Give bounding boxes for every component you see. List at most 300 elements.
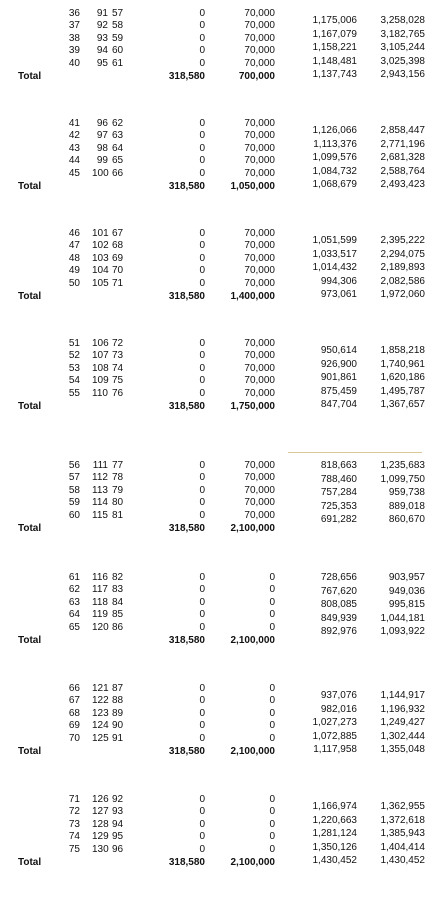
balance-a-cell: 1,027,273 bbox=[312, 717, 357, 728]
contribution-cell: 0 bbox=[199, 8, 205, 19]
withdrawal-cell: 70,000 bbox=[244, 57, 275, 69]
balance-a-cell: 1,051,599 bbox=[312, 235, 357, 246]
balance-a-cell: 901,861 bbox=[320, 372, 357, 383]
age-secondary-cell: 63 bbox=[112, 130, 124, 142]
balance-a-cell: 1,126,066 bbox=[312, 125, 357, 136]
withdrawal-cell: 0 bbox=[269, 695, 275, 707]
balance-a-cell: 994,306 bbox=[320, 275, 357, 287]
year-cell: 63 bbox=[68, 596, 80, 608]
year-cell: 58 bbox=[68, 484, 80, 496]
balance-b-cell: 1,367,657 bbox=[380, 399, 425, 410]
balance-row bbox=[0, 29, 425, 41]
balance-b-cell: 1,858,218 bbox=[380, 345, 425, 356]
withdrawal-cell: 70,000 bbox=[244, 350, 275, 362]
balance-a-cell: 1,117,958 bbox=[313, 744, 357, 755]
balance-b-cell: 1,196,932 bbox=[380, 703, 425, 715]
balance-row bbox=[0, 42, 425, 54]
contribution-cell: 0 bbox=[199, 252, 205, 264]
age-primary-cell: 122 bbox=[92, 695, 109, 707]
contribution-cell: 0 bbox=[199, 831, 205, 843]
contribution-cell: 0 bbox=[199, 142, 205, 154]
age-secondary-cell: 93 bbox=[112, 806, 124, 818]
balance-b-cell: 2,395,222 bbox=[380, 235, 425, 246]
contribution-cell: 0 bbox=[199, 509, 205, 521]
balance-row bbox=[0, 801, 425, 813]
age-secondary-cell: 64 bbox=[112, 142, 124, 154]
age-primary-cell: 106 bbox=[92, 338, 109, 349]
balance-a-cell: 973,061 bbox=[320, 289, 357, 300]
balance-a-cell: 788,460 bbox=[320, 473, 357, 485]
age-primary-cell: 91 bbox=[96, 8, 108, 19]
balance-b-cell: 1,249,427 bbox=[380, 717, 425, 728]
contribution-cell: 0 bbox=[199, 484, 205, 496]
withdrawal-cell: 0 bbox=[269, 831, 275, 843]
age-primary-cell: 118 bbox=[92, 596, 108, 608]
age-primary-cell: 125 bbox=[92, 732, 109, 744]
contribution-cell: 0 bbox=[199, 277, 205, 289]
age-primary-cell: 109 bbox=[92, 375, 109, 387]
year-cell: 43 bbox=[68, 142, 80, 154]
age-secondary-cell: 73 bbox=[112, 350, 124, 362]
age-primary-cell: 117 bbox=[92, 584, 108, 596]
balance-b-cell: 2,082,586 bbox=[380, 275, 425, 287]
withdrawal-cell: 70,000 bbox=[244, 240, 275, 252]
withdrawal-cell: 70,000 bbox=[244, 130, 275, 142]
age-primary-cell: 113 bbox=[92, 484, 108, 496]
age-secondary-cell: 75 bbox=[112, 375, 124, 387]
year-cell: 46 bbox=[68, 228, 80, 239]
age-secondary-cell: 85 bbox=[112, 609, 124, 621]
age-primary-cell: 130 bbox=[92, 843, 109, 855]
balance-row bbox=[0, 276, 425, 288]
contribution-cell: 0 bbox=[199, 32, 205, 44]
balance-b-cell: 995,815 bbox=[388, 599, 425, 610]
age-secondary-cell: 57 bbox=[112, 8, 124, 19]
balance-row bbox=[0, 152, 425, 164]
balance-a-cell: 1,084,732 bbox=[312, 165, 357, 177]
balance-row bbox=[0, 731, 425, 743]
age-secondary-cell: 86 bbox=[112, 621, 124, 633]
withdrawal-cell: 0 bbox=[269, 794, 275, 805]
year-cell: 60 bbox=[68, 509, 80, 521]
age-primary-cell: 110 bbox=[92, 387, 108, 399]
withdrawal-cell: 70,000 bbox=[244, 484, 275, 496]
age-secondary-cell: 76 bbox=[112, 387, 124, 399]
total-withdrawal-cell: 700,000 bbox=[238, 71, 275, 82]
withdrawal-cell: 70,000 bbox=[244, 252, 275, 264]
year-cell: 66 bbox=[68, 683, 80, 694]
age-secondary-cell: 61 bbox=[112, 57, 124, 69]
year-cell: 38 bbox=[68, 32, 80, 44]
age-secondary-cell: 66 bbox=[112, 167, 124, 179]
contribution-cell: 0 bbox=[199, 387, 205, 399]
age-secondary-cell: 74 bbox=[112, 362, 124, 374]
contribution-cell: 0 bbox=[199, 375, 205, 387]
balance-a-cell: 849,939 bbox=[320, 612, 357, 624]
balance-row bbox=[0, 125, 425, 137]
age-secondary-cell: 67 bbox=[112, 228, 124, 239]
balance-row bbox=[0, 717, 425, 729]
balance-a-cell: 1,350,126 bbox=[312, 841, 357, 853]
balance-row bbox=[0, 15, 425, 27]
withdrawal-cell: 0 bbox=[269, 621, 275, 633]
balance-b-cell: 2,588,764 bbox=[380, 165, 425, 177]
section-divider bbox=[288, 452, 422, 453]
balance-b-cell: 3,025,398 bbox=[380, 55, 425, 67]
age-primary-cell: 93 bbox=[96, 32, 108, 44]
withdrawal-cell: 0 bbox=[269, 707, 275, 719]
withdrawal-cell: 0 bbox=[269, 596, 275, 608]
withdrawal-cell: 0 bbox=[269, 609, 275, 621]
balance-b-cell: 2,943,156 bbox=[380, 69, 425, 80]
year-cell: 70 bbox=[68, 732, 80, 744]
withdrawal-cell: 70,000 bbox=[244, 167, 275, 179]
withdrawal-cell: 70,000 bbox=[244, 32, 275, 44]
total-withdrawal-cell: 1,400,000 bbox=[230, 291, 275, 302]
year-cell: 67 bbox=[68, 695, 80, 707]
total-row bbox=[0, 71, 425, 83]
age-primary-cell: 124 bbox=[92, 720, 109, 732]
balance-a-cell: 1,014,432 bbox=[312, 262, 357, 273]
withdrawal-cell: 70,000 bbox=[244, 472, 275, 484]
year-cell: 62 bbox=[68, 584, 80, 596]
total-contribution-cell: 318,580 bbox=[168, 746, 205, 757]
age-secondary-cell: 88 bbox=[112, 695, 124, 707]
contribution-cell: 0 bbox=[199, 843, 205, 855]
balance-b-cell: 1,144,917 bbox=[380, 690, 425, 701]
contribution-cell: 0 bbox=[199, 167, 205, 179]
total-withdrawal-cell: 1,750,000 bbox=[230, 401, 275, 412]
total-row bbox=[0, 523, 425, 535]
age-primary-cell: 111 bbox=[92, 460, 108, 471]
age-secondary-cell: 72 bbox=[112, 338, 124, 349]
balance-a-cell: 1,166,974 bbox=[312, 801, 357, 812]
year-cell: 72 bbox=[68, 806, 80, 818]
contribution-cell: 0 bbox=[199, 707, 205, 719]
balance-a-cell: 1,033,517 bbox=[312, 248, 357, 260]
withdrawal-cell: 0 bbox=[269, 720, 275, 732]
balance-a-cell: 1,281,124 bbox=[312, 828, 357, 839]
total-withdrawal-cell: 2,100,000 bbox=[230, 857, 275, 868]
age-primary-cell: 114 bbox=[92, 497, 108, 509]
year-cell: 74 bbox=[68, 831, 80, 843]
balance-b-cell: 2,771,196 bbox=[380, 138, 425, 150]
age-secondary-cell: 83 bbox=[112, 584, 124, 596]
contribution-cell: 0 bbox=[199, 806, 205, 818]
contribution-cell: 0 bbox=[199, 572, 205, 583]
age-primary-cell: 101 bbox=[92, 228, 109, 239]
total-label: Total bbox=[18, 181, 42, 192]
age-secondary-cell: 82 bbox=[112, 572, 124, 583]
balance-b-cell: 1,372,618 bbox=[380, 814, 425, 826]
year-cell: 44 bbox=[68, 155, 80, 167]
balance-a-cell: 1,175,006 bbox=[312, 15, 357, 26]
age-secondary-cell: 62 bbox=[112, 118, 124, 129]
year-cell: 53 bbox=[68, 362, 80, 374]
contribution-cell: 0 bbox=[199, 155, 205, 167]
balance-b-cell: 1,740,961 bbox=[380, 358, 425, 370]
balance-row bbox=[0, 262, 425, 274]
age-secondary-cell: 65 bbox=[112, 155, 124, 167]
balance-a-cell: 808,085 bbox=[320, 599, 357, 610]
balance-row bbox=[0, 613, 425, 625]
balance-b-cell: 2,189,893 bbox=[380, 262, 425, 273]
balance-a-cell: 982,016 bbox=[320, 703, 357, 715]
withdrawal-cell: 0 bbox=[269, 806, 275, 818]
age-secondary-cell: 90 bbox=[112, 720, 124, 732]
balance-b-cell: 1,404,414 bbox=[380, 841, 425, 853]
contribution-cell: 0 bbox=[199, 584, 205, 596]
age-primary-cell: 100 bbox=[92, 167, 109, 179]
age-primary-cell: 92 bbox=[96, 20, 108, 32]
balance-a-cell: 728,656 bbox=[320, 572, 357, 583]
total-label: Total bbox=[18, 401, 42, 412]
contribution-cell: 0 bbox=[199, 732, 205, 744]
contribution-cell: 0 bbox=[199, 497, 205, 509]
year-cell: 49 bbox=[68, 265, 80, 277]
age-primary-cell: 99 bbox=[96, 155, 108, 167]
balance-b-cell: 1,302,444 bbox=[380, 730, 425, 742]
age-secondary-cell: 81 bbox=[112, 509, 124, 521]
age-secondary-cell: 91 bbox=[112, 732, 124, 744]
age-primary-cell: 116 bbox=[92, 572, 108, 583]
total-row bbox=[0, 635, 425, 647]
year-cell: 68 bbox=[68, 707, 80, 719]
balance-row bbox=[0, 572, 425, 584]
year-cell: 57 bbox=[68, 472, 80, 484]
balance-row bbox=[0, 828, 425, 840]
age-secondary-cell: 89 bbox=[112, 707, 124, 719]
contribution-cell: 0 bbox=[199, 621, 205, 633]
year-cell: 75 bbox=[68, 843, 80, 855]
contribution-cell: 0 bbox=[199, 362, 205, 374]
balance-row bbox=[0, 249, 425, 261]
age-primary-cell: 115 bbox=[92, 509, 108, 521]
total-withdrawal-cell: 2,100,000 bbox=[230, 523, 275, 534]
age-secondary-cell: 70 bbox=[112, 265, 124, 277]
balance-b-cell: 889,018 bbox=[388, 500, 425, 512]
balance-a-cell: 1,068,679 bbox=[312, 179, 357, 190]
withdrawal-cell: 0 bbox=[269, 584, 275, 596]
contribution-cell: 0 bbox=[199, 472, 205, 484]
year-cell: 54 bbox=[68, 375, 80, 387]
balance-a-cell: 818,663 bbox=[320, 460, 357, 471]
age-secondary-cell: 95 bbox=[112, 831, 124, 843]
age-primary-cell: 108 bbox=[92, 362, 109, 374]
balance-a-cell: 767,620 bbox=[320, 585, 357, 597]
balance-a-cell: 691,282 bbox=[320, 514, 357, 525]
contribution-cell: 0 bbox=[199, 350, 205, 362]
balance-a-cell: 875,459 bbox=[320, 385, 357, 397]
contribution-cell: 0 bbox=[199, 240, 205, 252]
contribution-cell: 0 bbox=[199, 460, 205, 471]
total-contribution-cell: 318,580 bbox=[168, 401, 205, 412]
balance-b-cell: 1,972,060 bbox=[380, 289, 425, 300]
age-primary-cell: 104 bbox=[92, 265, 109, 277]
balance-a-cell: 950,614 bbox=[320, 345, 357, 356]
contribution-cell: 0 bbox=[199, 118, 205, 129]
contribution-cell: 0 bbox=[199, 265, 205, 277]
total-contribution-cell: 318,580 bbox=[168, 635, 205, 646]
balance-row bbox=[0, 474, 425, 486]
balance-row bbox=[0, 815, 425, 827]
withdrawal-cell: 70,000 bbox=[244, 45, 275, 57]
age-primary-cell: 126 bbox=[92, 794, 109, 805]
balance-row bbox=[0, 56, 425, 68]
contribution-cell: 0 bbox=[199, 818, 205, 830]
balance-a-cell: 1,167,079 bbox=[312, 28, 357, 40]
balance-a-cell: 725,353 bbox=[320, 500, 357, 512]
withdrawal-cell: 0 bbox=[269, 818, 275, 830]
year-cell: 65 bbox=[68, 621, 80, 633]
year-cell: 55 bbox=[68, 387, 80, 399]
age-primary-cell: 96 bbox=[96, 118, 108, 129]
total-row bbox=[0, 291, 425, 303]
contribution-cell: 0 bbox=[199, 57, 205, 69]
balance-b-cell: 959,738 bbox=[388, 487, 425, 498]
balance-row bbox=[0, 359, 425, 371]
year-cell: 36 bbox=[68, 8, 80, 19]
balance-row bbox=[0, 484, 425, 499]
withdrawal-cell: 70,000 bbox=[244, 497, 275, 509]
balance-b-cell: 1,385,943 bbox=[380, 828, 425, 839]
age-secondary-cell: 87 bbox=[112, 683, 124, 694]
total-row bbox=[0, 401, 425, 413]
balance-a-cell: 1,220,663 bbox=[312, 814, 357, 826]
age-primary-cell: 120 bbox=[92, 621, 109, 633]
withdrawal-cell: 70,000 bbox=[244, 8, 275, 19]
total-withdrawal-cell: 2,100,000 bbox=[230, 746, 275, 757]
total-contribution-cell: 318,580 bbox=[168, 523, 205, 534]
total-label: Total bbox=[18, 635, 42, 646]
year-cell: 61 bbox=[68, 572, 80, 583]
total-label: Total bbox=[18, 71, 42, 82]
total-label: Total bbox=[18, 746, 42, 757]
balance-b-cell: 1,044,181 bbox=[380, 612, 425, 624]
balance-a-cell: 1,099,576 bbox=[312, 152, 357, 163]
balance-row bbox=[0, 235, 425, 247]
balance-a-cell: 1,072,885 bbox=[312, 730, 357, 742]
balance-row bbox=[0, 596, 425, 611]
age-primary-cell: 127 bbox=[92, 806, 109, 818]
balance-b-cell: 1,620,186 bbox=[380, 372, 425, 383]
balance-a-cell: 937,076 bbox=[320, 690, 357, 701]
age-primary-cell: 98 bbox=[96, 142, 108, 154]
balance-b-cell: 949,036 bbox=[388, 585, 425, 597]
balance-a-cell: 757,284 bbox=[320, 487, 357, 498]
withdrawal-cell: 70,000 bbox=[244, 20, 275, 32]
contribution-cell: 0 bbox=[199, 130, 205, 142]
balance-row bbox=[0, 166, 425, 178]
balance-a-cell: 1,113,376 bbox=[313, 138, 357, 150]
total-contribution-cell: 318,580 bbox=[168, 291, 205, 302]
contribution-cell: 0 bbox=[199, 45, 205, 57]
total-withdrawal-cell: 2,100,000 bbox=[230, 635, 275, 646]
withdrawal-cell: 70,000 bbox=[244, 228, 275, 239]
balance-row bbox=[0, 460, 425, 472]
total-contribution-cell: 318,580 bbox=[168, 181, 205, 192]
balance-b-cell: 3,105,244 bbox=[380, 42, 425, 53]
age-primary-cell: 95 bbox=[96, 57, 108, 69]
year-cell: 40 bbox=[68, 57, 80, 69]
age-secondary-cell: 78 bbox=[112, 472, 124, 484]
balance-row bbox=[0, 842, 425, 854]
withdrawal-cell: 0 bbox=[269, 843, 275, 855]
withdrawal-cell: 0 bbox=[269, 732, 275, 744]
balance-b-cell: 1,099,750 bbox=[380, 473, 425, 485]
age-primary-cell: 103 bbox=[92, 252, 109, 264]
balance-row bbox=[0, 386, 425, 398]
balance-b-cell: 860,670 bbox=[388, 514, 425, 525]
balance-b-cell: 2,681,328 bbox=[380, 152, 425, 163]
year-cell: 73 bbox=[68, 818, 80, 830]
contribution-cell: 0 bbox=[199, 720, 205, 732]
balance-b-cell: 2,858,447 bbox=[380, 125, 425, 136]
withdrawal-cell: 70,000 bbox=[244, 118, 275, 129]
age-primary-cell: 128 bbox=[92, 818, 109, 830]
age-secondary-cell: 84 bbox=[112, 596, 124, 608]
balance-a-cell: 1,137,743 bbox=[312, 69, 357, 80]
balance-b-cell: 1,362,955 bbox=[380, 801, 425, 812]
total-label: Total bbox=[18, 523, 42, 534]
year-cell: 56 bbox=[68, 460, 80, 471]
age-secondary-cell: 92 bbox=[112, 794, 124, 805]
balance-b-cell: 1,495,787 bbox=[380, 385, 425, 397]
year-cell: 71 bbox=[68, 794, 80, 805]
year-cell: 69 bbox=[68, 720, 80, 732]
age-secondary-cell: 79 bbox=[112, 484, 124, 496]
balance-row bbox=[0, 690, 425, 702]
balance-row bbox=[0, 501, 425, 513]
contribution-cell: 0 bbox=[199, 338, 205, 349]
age-secondary-cell: 59 bbox=[112, 32, 124, 44]
age-primary-cell: 97 bbox=[96, 130, 108, 142]
year-cell: 37 bbox=[68, 20, 80, 32]
age-primary-cell: 129 bbox=[92, 831, 109, 843]
contribution-cell: 0 bbox=[199, 794, 205, 805]
age-primary-cell: 94 bbox=[96, 45, 108, 57]
withdrawal-cell: 70,000 bbox=[244, 142, 275, 154]
withdrawal-cell: 70,000 bbox=[244, 155, 275, 167]
contribution-cell: 0 bbox=[199, 228, 205, 239]
total-label: Total bbox=[18, 857, 42, 868]
year-cell: 42 bbox=[68, 130, 80, 142]
balance-a-cell: 1,158,221 bbox=[312, 42, 357, 53]
withdrawal-cell: 70,000 bbox=[244, 387, 275, 399]
balance-a-cell: 847,704 bbox=[320, 399, 357, 410]
withdrawal-cell: 70,000 bbox=[244, 362, 275, 374]
balance-b-cell: 3,258,028 bbox=[380, 15, 425, 26]
balance-b-cell: 1,093,922 bbox=[380, 626, 425, 637]
balance-b-cell: 3,182,765 bbox=[380, 28, 425, 40]
balance-row bbox=[0, 372, 425, 384]
contribution-cell: 0 bbox=[199, 20, 205, 32]
balance-b-cell: 1,430,452 bbox=[380, 855, 425, 866]
year-cell: 64 bbox=[68, 609, 80, 621]
balance-b-cell: 2,493,423 bbox=[380, 179, 425, 190]
withdrawal-cell: 70,000 bbox=[244, 375, 275, 387]
balance-b-cell: 903,957 bbox=[388, 572, 425, 583]
total-row bbox=[0, 857, 425, 869]
withdrawal-cell: 70,000 bbox=[244, 509, 275, 521]
balance-a-cell: 1,430,452 bbox=[312, 855, 357, 866]
year-cell: 51 bbox=[68, 338, 80, 349]
balance-a-cell: 1,148,481 bbox=[312, 55, 357, 67]
balance-row bbox=[0, 139, 425, 151]
balance-row bbox=[0, 586, 425, 598]
withdrawal-cell: 0 bbox=[269, 572, 275, 583]
year-cell: 45 bbox=[68, 167, 80, 179]
